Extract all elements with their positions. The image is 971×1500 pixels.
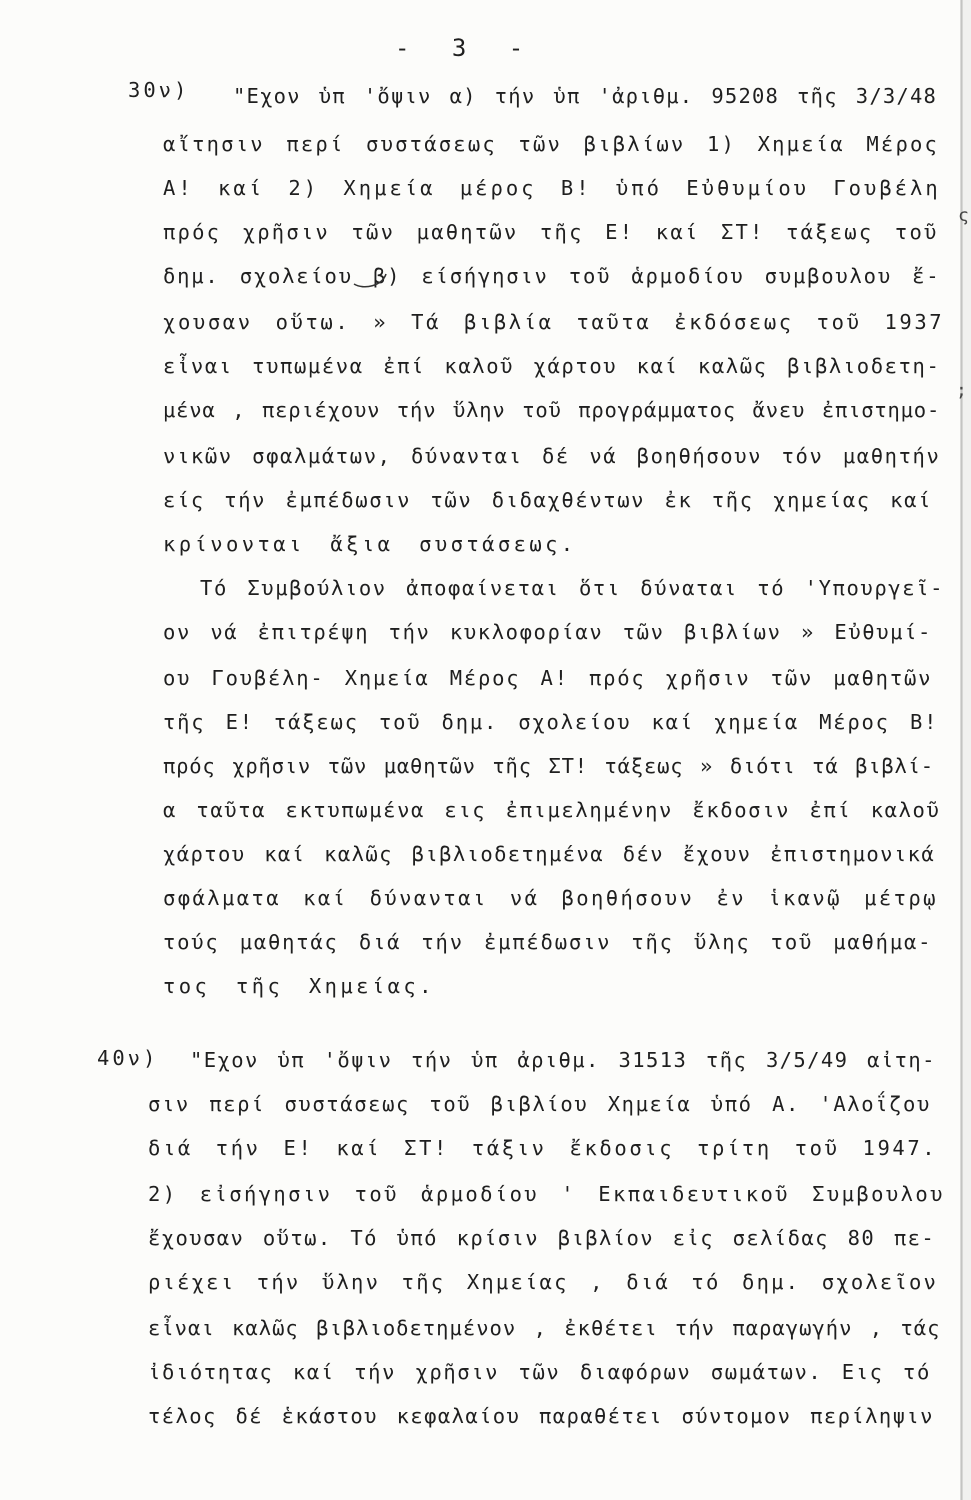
page-number: - 3 -: [395, 34, 538, 62]
item-40-line-9: τέλος δέ ἑκάστου κεφαλαίου παραθέτει σύντομον περίληψιν: [148, 1404, 934, 1428]
item-30-label: 30ν): [128, 78, 190, 102]
item-30-line-20: τούς μαθητάς διά τήν ἐμπέδωσιν τῆς ὕλης τοῦ μαθήμα-: [163, 930, 933, 954]
handwritten-circle-mark: [348, 244, 392, 292]
item-30-line-16: πρός χρῆσιν τῶν μαθητῶν τῆς ΣΤ! τάξεως » διότι τά βιβλί-: [163, 754, 934, 778]
item-30-line-13: ον νά ἐπιτρέψη τήν κυκλοφορίαν τῶν βιβλίων » Εὐθυμί-: [163, 620, 932, 644]
item-40-line-2: σιν περί συστάσεως τοῦ βιβλίου Χημεία ὑπό Α. 'Αλοΐζου: [148, 1092, 931, 1116]
item-40-line-7: εἶναι καλῶς βιβλιοδετημένον , ἐκθέτει τήν παραγωγήν , τάς: [148, 1316, 941, 1340]
item-40-line-8: ἰδιότητας καί τήν χρῆσιν τῶν διαφόρων σωμάτων. Εις τό: [148, 1360, 931, 1384]
item-40-line-4: 2) εἰσήγησιν τοῦ ἁρμοδίου ' Εκπαιδευτικοῦ Συμβουλου: [148, 1182, 945, 1206]
item-30-line-18: χάρτου καί καλῶς βιβλιοδετημένα δέν ἔχουν ἐπιστημονικά: [163, 842, 936, 866]
item-40-line-1: "Εχον ὑπ 'ὄψιν τήν ὑπ ἀριθμ. 31513 τῆς 3/5/49 αἰτη-: [190, 1048, 936, 1072]
item-30-line-9: νικῶν σφαλμάτων, δύνανται δέ νά βοηθήσουν τόν μαθητήν: [163, 444, 941, 468]
item-30-line-15: τῆς Ε! τάξεως τοῦ δημ. σχολείου καί χημεία Μέρος Β!: [163, 710, 939, 734]
item-40-line-5: ἔχουσαν οὕτω. Τό ὑπό κρίσιν βιβλίον εἰς σελίδας 80 πε-: [148, 1226, 936, 1250]
item-30-line-14: ου Γουβέλη- Χημεία Μέρος Α! πρός χρῆσιν τῶν μαθητῶν: [163, 666, 933, 690]
margin-mark-2: ;: [956, 380, 967, 401]
item-30-line-12: Τό Συμβούλιον ἀποφαίνεται ὅτι δύναται τό 'Υπουργεῖ-: [200, 576, 945, 600]
item-30-line-6: χουσαν οὕτω. » Τά βιβλία ταῦτα ἐκδόσεως τοῦ 1937: [163, 310, 945, 334]
item-30-line-4: πρός χρῆσιν τῶν μαθητῶν τῆς Ε! καί ΣΤ! τάξεως τοῦ: [163, 220, 939, 244]
item-40-line-6: ριέχει τήν ὕλην τῆς Χημείας , διά τό δημ. σχολεῖον: [148, 1270, 939, 1294]
item-30-line-10: είς τήν ἐμπέδωσιν τῶν διδαχθέντων ἐκ τῆς χημείας καί: [163, 488, 932, 512]
item-30-line-19: σφάλματα καί δύνανται νά βοηθήσουν ἐν ἱκανῷ μέτρῳ: [163, 886, 938, 910]
item-30-line-11: κρίνονται ἄξια συστάσεως.: [163, 532, 577, 556]
item-30-line-2: αἴτησιν περί συστάσεως τῶν βιβλίων 1) Χημεία Μέρος: [163, 132, 940, 156]
item-30-line-7: εἶναι τυπωμένα ἐπί καλοῦ χάρτου καί καλῶς βιβλιοδετη-: [163, 354, 941, 378]
item-30-line-1: "Εχον ὑπ 'ὄψιν α) τήν ὑπ 'ἀριθμ. 95208 τῆς 3/3/48: [233, 84, 938, 108]
margin-mark-1: ς: [958, 205, 969, 226]
item-30-line-17: α ταῦτα εκτυπωμένα εις ἐπιμελημένην ἔκδοσιν ἐπί καλοῦ: [163, 798, 941, 822]
item-30-line-5: δημ. σχολείου β) είσήγησιν τοῦ ἁρμοδίου συμβουλου ἔ-: [163, 264, 941, 288]
item-30-line-8: μένα , περιέχουν τήν ὕλην τοῦ προγράμματος ἄνευ ἐπιστημο-: [163, 398, 941, 422]
item-40-line-3: διά τήν Ε! καί ΣΤ! τάξιν ἔκδοσις τρίτη τοῦ 1947.: [148, 1136, 938, 1160]
item-30-line-21: τος τῆς Χημείας.: [163, 974, 435, 998]
item-30-line-3: Α! καί 2) Χημεία μέρος Β! ὑπό Εὐθυμίου Γουβέλη: [163, 176, 941, 200]
item-40-label: 40ν): [97, 1046, 159, 1070]
